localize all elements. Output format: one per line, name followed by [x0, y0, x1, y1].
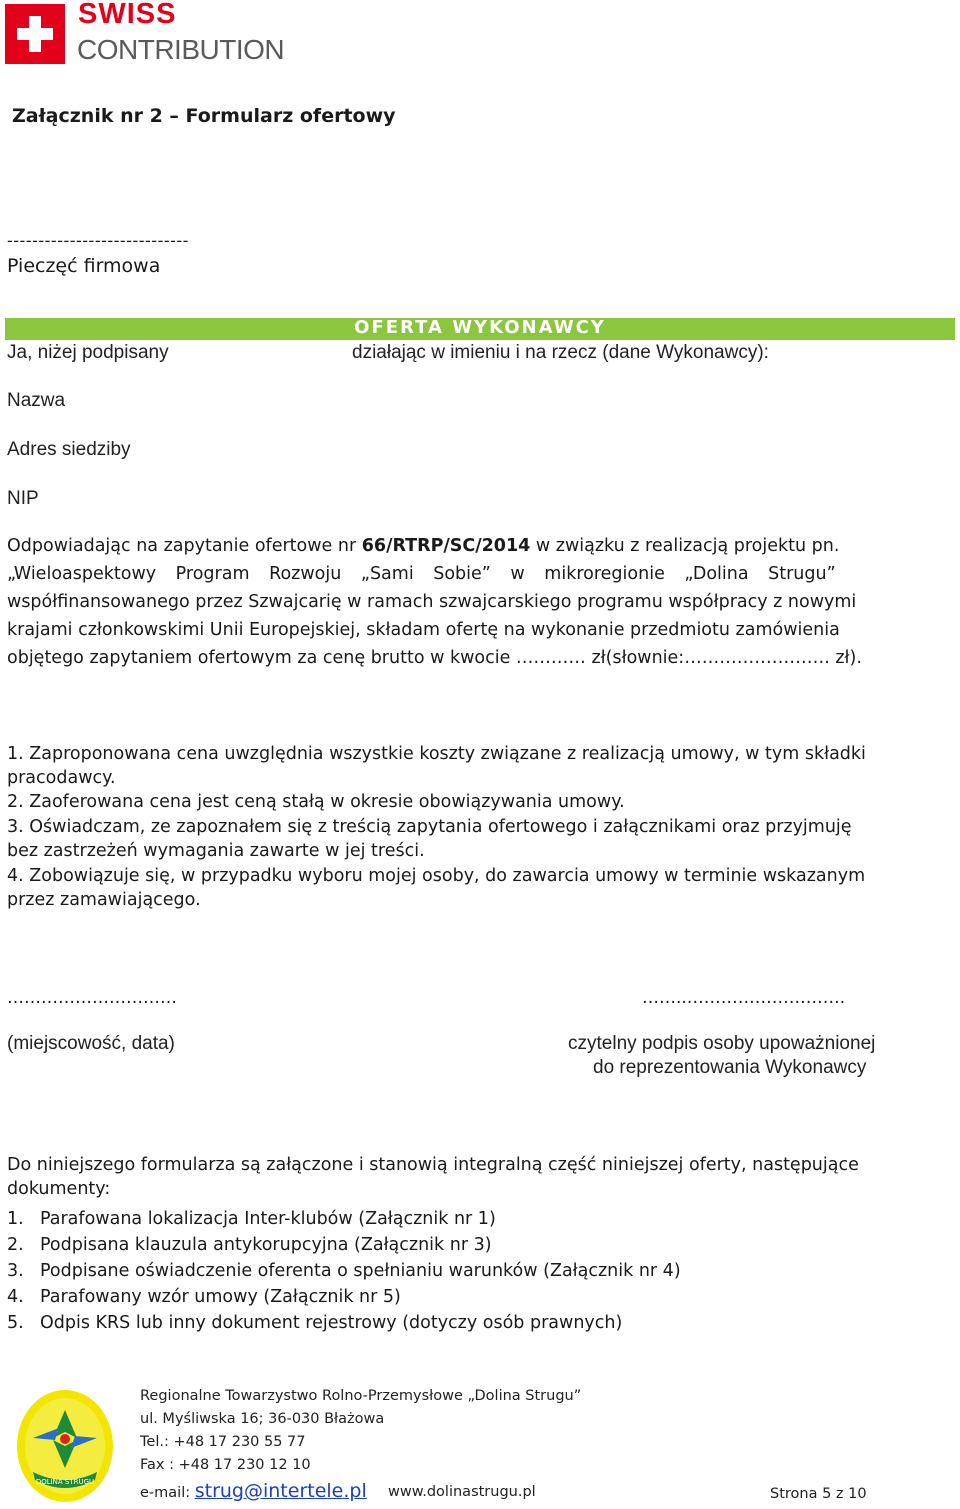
signer-acting-label: działając w imieniu i na rzecz (dane Wykonawcy): [352, 342, 769, 363]
stamp-line: ----------------------------- [7, 231, 189, 250]
swiss-logo-icon [5, 4, 65, 64]
condition-3-a: 3. Oświadczam, ze zapoznałem się z treścią zapytania ofertowego i załącznikami oraz przyjmuję [7, 817, 852, 837]
offer-banner [5, 318, 955, 340]
condition-1-a: 1. Zaproponowana cena uwzględnia wszystkie koszty związane z realizacją umowy, w tym składki [7, 744, 866, 764]
field-nip-label: NIP [7, 488, 39, 509]
offer-line-2: „Wieloaspektowy Program Rozwoju „Sami Sobie” w mikroregionie „Dolina Strugu” [7, 564, 836, 584]
dolina-strugu-logo-icon [15, 1388, 115, 1504]
condition-2: 2. Zaoferowana cena jest ceną stałą w okresie obowiązywania umowy. [7, 792, 625, 812]
place-date-dots: ………………………… [7, 988, 177, 1008]
list-item-number: 5. [7, 1313, 24, 1333]
footer-website[interactable]: www.dolinastrugu.pl [388, 1484, 536, 1500]
stamp-label: Pieczęć firmowa [7, 255, 161, 277]
list-item-text: Podpisana klauzula antykorupcyjna (Załącznik nr 3) [40, 1235, 492, 1255]
list-item-number: 1. [7, 1209, 24, 1229]
list-item-number: 4. [7, 1287, 24, 1307]
list-item [7, 1258, 681, 1284]
offer-line-1 [7, 536, 839, 556]
offer-banner-title: OFERTA WYKONAWCY [354, 317, 606, 338]
attachments-intro-1: Do niniejszego formularza są załączone i stanowią integralną część niniejszej oferty, następujące [7, 1155, 859, 1175]
list-item [7, 1310, 681, 1336]
offer-text: w związku z realizacją projektu pn. [530, 536, 840, 556]
attachments-list [7, 1206, 681, 1336]
list-item [7, 1232, 681, 1258]
condition-3-b: bez zastrzeżeń wymagania zawarte w jej treści. [7, 841, 425, 861]
condition-1-b: pracodawcy. [7, 768, 116, 788]
condition-4-b: przez zamawiającego. [7, 890, 201, 910]
condition-4-a: 4. Zobowiązuje się, w przypadku wyboru mojej osoby, do zawarcia umowy w terminie wskazanym [7, 866, 866, 886]
list-item-text: Parafowany wzór umowy (Załącznik nr 5) [40, 1287, 401, 1307]
logo-text-swiss: SWISS [78, 0, 177, 30]
logo-caption: DOLINA STRUGU [35, 1478, 95, 1486]
footer-tel: Tel.: +48 17 230 55 77 [140, 1434, 306, 1450]
list-item-text: Parafowana lokalizacja Inter-klubów (Załącznik nr 1) [40, 1209, 496, 1229]
logo-text-contribution: CONTRIBUTION [77, 34, 285, 65]
footer-fax: Fax : +48 17 230 12 10 [140, 1457, 311, 1473]
attachments-intro-2: dokumenty: [7, 1179, 111, 1199]
signer-label: Ja, niżej podpisany [7, 342, 169, 363]
list-item-text: Odpis KRS lub inny dokument rejestrowy (dotyczy osób prawnych) [40, 1313, 623, 1333]
field-name-label: Nazwa [7, 390, 66, 411]
page-number: Strona 5 z 10 [770, 1486, 867, 1502]
signature-label-2: do reprezentowania Wykonawcy [593, 1057, 867, 1078]
footer-org: Regionalne Towarzystwo Rolno-Przemysłowe „Dolina Strugu” [140, 1388, 582, 1404]
list-item-number: 2. [7, 1235, 24, 1255]
list-item [7, 1206, 681, 1232]
list-item [7, 1284, 681, 1310]
footer-email-label: e-mail: [140, 1485, 195, 1501]
offer-reference-number: 66/RTRP/SC/2014 [361, 536, 531, 556]
offer-line-5: objętego zapytaniem ofertowym za cenę brutto w kwocie ………… zł(słownie:……………………. zł). [7, 648, 862, 668]
page-title: Załącznik nr 2 – Formularz ofertowy [12, 105, 396, 127]
signature-dots: ……..………………………. [642, 988, 846, 1008]
offer-line-3: współfinansowanego przez Szwajcarię w ramach szwajcarskiego programu współpracy z nowymi [7, 592, 857, 612]
footer-email-row [140, 1480, 367, 1502]
footer-address: ul. Myśliwska 16; 36-030 Błażowa [140, 1411, 385, 1427]
signature-label-1: czytelny podpis osoby upoważnionej [568, 1033, 876, 1054]
list-item-number: 3. [7, 1261, 24, 1281]
offer-line-4: krajami członkowskimi Unii Europejskiej, składam ofertę na wykonanie przedmiotu zamówienia [7, 620, 840, 640]
place-date-label: (miejscowość, data) [7, 1033, 175, 1054]
field-address-label: Adres siedziby [7, 439, 131, 460]
list-item-text: Podpisane oświadczenie oferenta o spełnianiu warunków (Załącznik nr 4) [40, 1261, 681, 1281]
offer-text: Odpowiadając na zapytanie ofertowe nr [7, 536, 362, 556]
footer-email-link[interactable]: strug@intertele.pl [194, 1480, 367, 1502]
